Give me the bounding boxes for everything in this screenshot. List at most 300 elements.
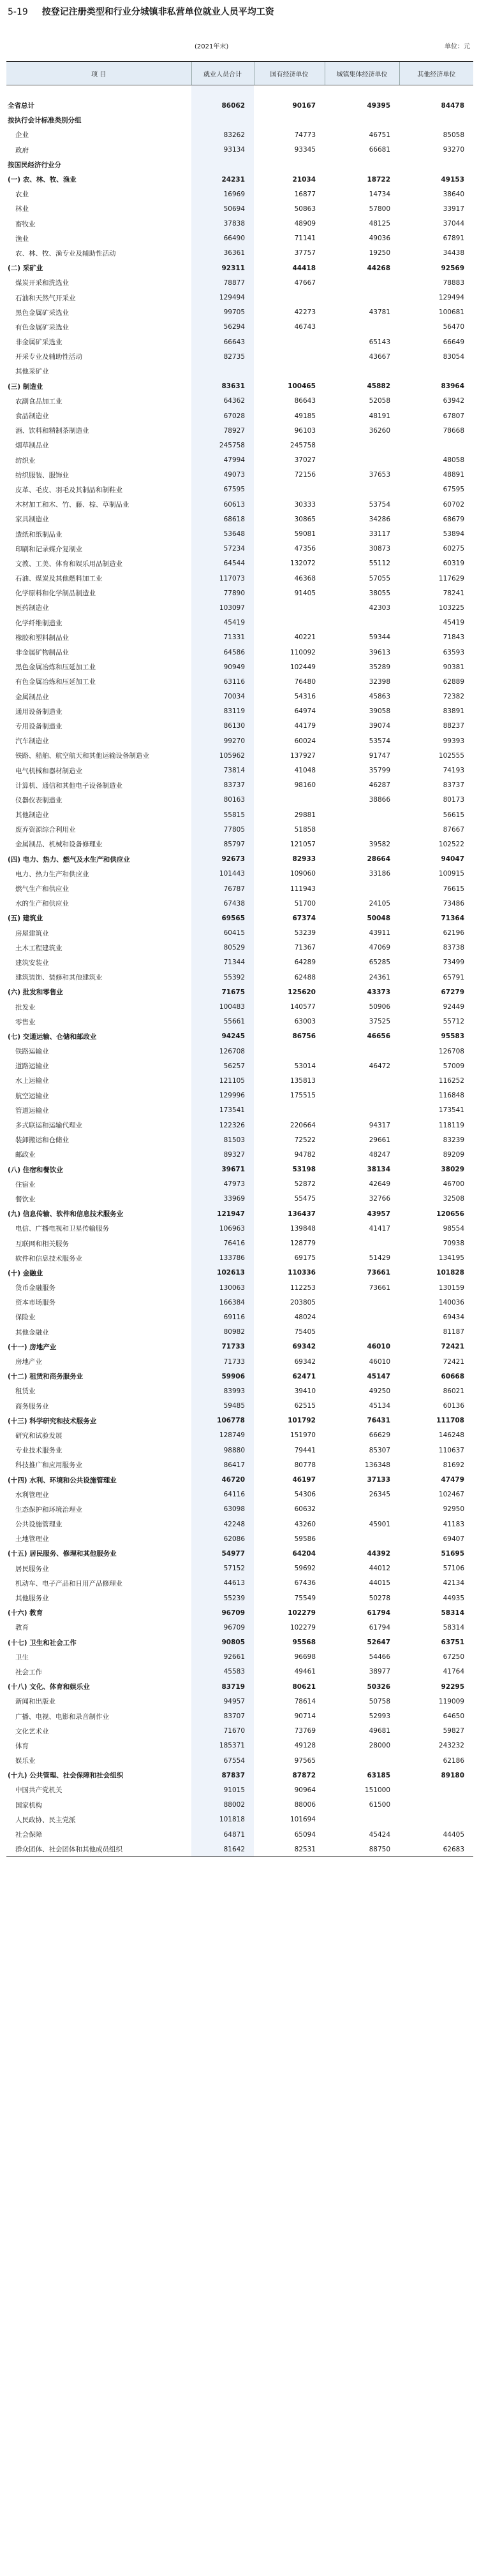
- cell-total: 86130: [191, 719, 254, 734]
- cell-collective: 65285: [369, 959, 390, 967]
- cell-total: 87837: [191, 1768, 254, 1783]
- cell-state-owned: 72522: [294, 1136, 316, 1144]
- cell-collective: 45147: [367, 1372, 390, 1380]
- table-row: [6, 926, 473, 941]
- table-row: [6, 1472, 473, 1487]
- cell-collective: 32398: [369, 677, 390, 686]
- cell-state-owned: [254, 482, 325, 497]
- cell-collective: 61794: [367, 1609, 390, 1617]
- table-row: [6, 896, 473, 911]
- cell-total: 81642: [191, 1842, 254, 1857]
- cell-total: 47973: [191, 1177, 254, 1192]
- row-label: 橡胶和塑料制品业: [15, 633, 69, 642]
- cell-total: 129494: [191, 290, 254, 305]
- year-note: (2021年末): [195, 43, 229, 50]
- cell-total: 49073: [191, 468, 254, 482]
- row-label: 皮革、毛皮、羽毛及其制品和制鞋业: [15, 486, 122, 494]
- table-row: [6, 231, 473, 246]
- cell-total: 33969: [191, 1192, 254, 1206]
- cell-collective: 28000: [369, 1742, 390, 1750]
- cell-other: [399, 1798, 473, 1813]
- cell-total: 83262: [191, 127, 254, 142]
- table-row: [6, 1724, 473, 1739]
- cell-collective: 85307: [369, 1446, 390, 1454]
- cell-other: 72421: [441, 1343, 464, 1351]
- cell-total: 121105: [191, 1073, 254, 1088]
- table-row: [6, 394, 473, 409]
- table-row: [6, 261, 473, 275]
- cell-other: 41183: [443, 1520, 464, 1528]
- table-row: [6, 275, 473, 290]
- row-label: 石油和天然气开采业: [15, 294, 76, 302]
- cell-collective: [325, 290, 399, 305]
- cell-collective: 43957: [367, 1210, 390, 1218]
- cell-collective: 33186: [369, 870, 390, 878]
- cell-collective: 76431: [367, 1417, 390, 1425]
- row-label: 建筑装饰、装修和其他建筑业: [15, 974, 103, 982]
- cell-state-owned: 102279: [290, 1623, 316, 1632]
- table-row: [6, 379, 473, 394]
- row-label: (十八) 文化、体育和娱乐业: [8, 1683, 90, 1691]
- table-row: [6, 1739, 473, 1753]
- row-label: 道路运输业: [15, 1062, 49, 1071]
- cell-total: 83707: [191, 1709, 254, 1723]
- cell-other: 134195: [438, 1254, 464, 1263]
- table-row: [6, 1443, 473, 1458]
- cell-total: 185371: [191, 1739, 254, 1753]
- table-row: [6, 468, 473, 482]
- cell-other: 93270: [443, 146, 464, 154]
- cell-state-owned: 65094: [294, 1830, 316, 1839]
- table-row: [6, 157, 473, 172]
- cell-state-owned: [254, 1044, 325, 1059]
- cell-other: 78668: [443, 426, 464, 435]
- cell-other: 100915: [438, 870, 464, 878]
- cell-state-owned: 48024: [294, 1313, 316, 1321]
- cell-other: 58314: [443, 1623, 464, 1632]
- row-label: 航空运输业: [15, 1092, 49, 1100]
- table-row: [6, 1694, 473, 1709]
- cell-total: 44613: [191, 1576, 254, 1591]
- cell-total: 66490: [191, 231, 254, 246]
- cell-collective: 18722: [367, 175, 390, 184]
- cell-collective: [325, 438, 399, 452]
- cell-collective: 48191: [369, 412, 390, 420]
- table-row: [6, 1502, 473, 1517]
- cell-collective: 151000: [364, 1786, 390, 1794]
- cell-other: 119009: [438, 1697, 464, 1705]
- cell-state-owned: 151970: [290, 1431, 316, 1440]
- row-label: 黑色金属矿采选业: [15, 308, 69, 317]
- cell-state-owned: 72156: [294, 471, 316, 479]
- cell-total: 94957: [191, 1694, 254, 1709]
- table-row: [6, 1162, 473, 1177]
- cell-collective: 34286: [369, 515, 390, 523]
- cell-state-owned: 128779: [290, 1240, 316, 1248]
- row-label: 社会工作: [15, 1668, 42, 1676]
- table-row: [6, 616, 473, 630]
- cell-other: 34438: [443, 249, 464, 257]
- table-title-text: 按登记注册类型和行业分城镇非私营单位就业人员平均工资: [41, 7, 274, 17]
- cell-total: 86417: [191, 1458, 254, 1472]
- cell-collective: 50758: [369, 1697, 390, 1705]
- cell-state-owned: 29881: [294, 811, 316, 819]
- row-label: 铁路、船舶、航空航天和其他运输设备制造业: [15, 752, 149, 760]
- cell-state-owned: 137927: [290, 751, 316, 760]
- row-label: 房屋建筑业: [15, 929, 49, 937]
- row-label: 居民服务业: [15, 1565, 49, 1573]
- cell-total: 128749: [191, 1428, 254, 1443]
- cell-collective: 43781: [369, 308, 390, 317]
- table-header-row: [6, 62, 473, 85]
- cell-total: [191, 113, 254, 127]
- cell-state-owned: 91405: [294, 589, 316, 597]
- row-label: 多式联运和运输代理业: [15, 1122, 82, 1130]
- cell-state-owned: 43260: [294, 1520, 316, 1528]
- cell-total: 42248: [191, 1517, 254, 1531]
- table-row: [6, 852, 473, 867]
- cell-other: 83239: [443, 1136, 464, 1144]
- cell-state-owned: 30333: [294, 500, 316, 509]
- row-label: 企业: [15, 131, 29, 140]
- table-row: [6, 586, 473, 600]
- row-label: 管道运输业: [15, 1106, 49, 1115]
- row-label: (六) 批发和零售业: [8, 988, 63, 997]
- cell-state-owned: 62515: [294, 1402, 316, 1410]
- cell-other: 74193: [443, 767, 464, 775]
- table-row: [6, 423, 473, 438]
- cell-collective: 88750: [325, 1842, 399, 1857]
- table-row: [6, 1266, 473, 1280]
- table-row: [6, 1620, 473, 1635]
- cell-total: 81503: [191, 1132, 254, 1147]
- cell-state-owned: 51858: [294, 825, 316, 834]
- cell-other: 146248: [438, 1431, 464, 1440]
- table-row: [6, 1280, 473, 1295]
- cell-state-owned: 52872: [294, 1180, 316, 1189]
- table-row: [6, 645, 473, 660]
- table-row: [6, 1753, 473, 1768]
- cell-state-owned: 16877: [294, 190, 316, 198]
- cell-state-owned: 49461: [294, 1668, 316, 1676]
- cell-collective: [325, 1295, 399, 1310]
- cell-collective: [325, 113, 399, 127]
- cell-collective: 43373: [367, 988, 390, 996]
- row-label: 其他采矿业: [15, 368, 49, 376]
- cell-state-owned: 90964: [294, 1786, 316, 1794]
- table-row: [6, 1384, 473, 1398]
- cell-collective: 65143: [369, 338, 390, 346]
- cell-total: 106963: [191, 1221, 254, 1236]
- cell-collective: [325, 1502, 399, 1517]
- cell-total: 77890: [191, 586, 254, 600]
- cell-other: 67595: [443, 486, 464, 494]
- cell-state-owned: 80778: [294, 1461, 316, 1469]
- cell-total: 56294: [191, 320, 254, 335]
- cell-collective: 53574: [369, 737, 390, 745]
- cell-other: 83054: [443, 352, 464, 361]
- row-label: (十六) 教育: [8, 1609, 43, 1617]
- table-row: [6, 217, 473, 231]
- row-label: 中国共产党机关: [15, 1786, 63, 1795]
- cell-other: 38029: [441, 1166, 464, 1174]
- table-row: [6, 690, 473, 704]
- cell-total: 64871: [191, 1827, 254, 1842]
- cell-state-owned: 67374: [292, 914, 316, 922]
- cell-state-owned: 101694: [290, 1816, 316, 1824]
- table-row: [6, 837, 473, 851]
- cell-total: 99270: [191, 734, 254, 748]
- row-label: 非金属矿物制品业: [15, 649, 69, 657]
- cell-total: 67028: [191, 409, 254, 423]
- table-body: [6, 85, 473, 1857]
- cell-collective: 24105: [369, 899, 390, 908]
- cell-collective: 35289: [369, 663, 390, 671]
- cell-state-owned: 41048: [294, 767, 316, 775]
- cell-collective: 66681: [369, 146, 390, 154]
- cell-collective: 50326: [367, 1682, 390, 1691]
- cell-collective: 73661: [369, 1284, 390, 1292]
- cell-total: 98880: [191, 1443, 254, 1458]
- cell-state-owned: 69175: [294, 1254, 316, 1263]
- row-label: 专业技术服务业: [15, 1447, 63, 1455]
- table-row: [6, 1605, 473, 1620]
- cell-other: 57106: [443, 1565, 464, 1573]
- cell-total: 83737: [191, 778, 254, 793]
- cell-other: 100681: [438, 308, 464, 317]
- cell-collective: 49036: [369, 235, 390, 243]
- cell-collective: 55112: [369, 560, 390, 568]
- row-label: 体育: [15, 1742, 29, 1750]
- cell-total: 101443: [191, 867, 254, 881]
- row-label: 人民政协、民主党派: [15, 1816, 76, 1824]
- cell-total: 80529: [191, 941, 254, 955]
- table-row: [6, 98, 473, 113]
- table-row: [6, 364, 473, 379]
- cell-collective: [325, 157, 399, 172]
- cell-state-owned: 136437: [288, 1210, 316, 1218]
- cell-state-owned: [254, 793, 325, 807]
- cell-state-owned: 71367: [294, 944, 316, 952]
- row-label: (十) 金融业: [8, 1269, 43, 1277]
- row-label: (五) 建筑业: [8, 915, 43, 923]
- cell-collective: 38977: [369, 1668, 390, 1676]
- row-label: (三) 制造业: [8, 382, 43, 391]
- cell-state-owned: 37757: [294, 249, 316, 257]
- cell-other: 81187: [443, 1328, 464, 1336]
- cell-collective: 44015: [369, 1579, 390, 1588]
- cell-collective: [325, 616, 399, 630]
- cell-total: 99705: [191, 305, 254, 320]
- cell-state-owned: 111943: [290, 885, 316, 893]
- cell-state-owned: 47667: [294, 279, 316, 287]
- row-label: 国家机构: [15, 1801, 42, 1809]
- cell-collective: 63185: [367, 1771, 390, 1779]
- row-label: 其他制造业: [15, 811, 49, 820]
- row-label: 开采专业及辅助性活动: [15, 353, 82, 361]
- cell-total: 39671: [191, 1162, 254, 1177]
- cell-collective: 46751: [369, 131, 390, 139]
- cell-state-owned: 55475: [294, 1195, 316, 1203]
- row-label: 通用设备制造业: [15, 707, 63, 716]
- cell-state-owned: 135813: [290, 1076, 316, 1085]
- cell-total: 63098: [191, 1502, 254, 1517]
- cell-state-owned: 67436: [294, 1579, 316, 1588]
- cell-collective: [325, 320, 399, 335]
- cell-other: 47479: [441, 1476, 464, 1484]
- row-label: (十四) 水利、环境和公共设施管理业: [8, 1476, 117, 1484]
- cell-total: 83631: [191, 379, 254, 394]
- cell-state-owned: 139848: [290, 1224, 316, 1233]
- row-label: 酒、饮料和精制茶制造业: [15, 427, 89, 435]
- table-row: [6, 290, 473, 305]
- cell-other: [399, 438, 473, 452]
- row-label: (七) 交通运输、仓储和邮政业: [8, 1032, 97, 1041]
- cell-state-owned: 112253: [290, 1284, 316, 1292]
- cell-other: 78883: [443, 279, 464, 287]
- cell-total: 69116: [191, 1310, 254, 1324]
- cell-total: 64116: [191, 1487, 254, 1502]
- cell-total: 76416: [191, 1236, 254, 1250]
- cell-other: 41764: [443, 1668, 464, 1676]
- cell-state-owned: 63003: [294, 1018, 316, 1026]
- cell-collective: 48247: [369, 1150, 390, 1159]
- cell-collective: 47069: [369, 944, 390, 952]
- cell-total: 130063: [191, 1280, 254, 1295]
- cell-other: 243232: [438, 1742, 464, 1750]
- cell-other: 63942: [443, 397, 464, 405]
- table-row: [6, 1310, 473, 1324]
- cell-collective: [325, 1089, 399, 1103]
- cell-other: 64650: [443, 1712, 464, 1721]
- table-row: [6, 630, 473, 645]
- cell-other: 63593: [443, 648, 464, 656]
- cell-collective: 29661: [369, 1136, 390, 1144]
- cell-total: 82735: [191, 349, 254, 364]
- cell-state-owned: 82933: [292, 855, 316, 864]
- wage-table: [6, 61, 473, 1857]
- cell-collective: 46287: [369, 781, 390, 790]
- table-row: [6, 1029, 473, 1044]
- cell-total: 59485: [191, 1399, 254, 1414]
- row-label: 专用设备制造业: [15, 722, 63, 730]
- cell-state-owned: 60024: [294, 737, 316, 745]
- cell-total: 68618: [191, 512, 254, 526]
- row-label: (一) 农、林、牧、渔业: [8, 176, 77, 184]
- cell-state-owned: 97565: [294, 1756, 316, 1765]
- cell-state-owned: 220664: [290, 1121, 316, 1129]
- row-label: 废弃资源综合利用业: [15, 826, 76, 834]
- row-label: 农业: [15, 191, 29, 199]
- cell-collective: 28664: [367, 855, 390, 864]
- row-label: 水上运输业: [15, 1077, 49, 1085]
- cell-state-owned: 98160: [294, 781, 316, 790]
- table-row: [6, 453, 473, 468]
- cell-total: 78927: [191, 423, 254, 438]
- cell-other: [399, 1783, 473, 1797]
- cell-total: 83993: [191, 1384, 254, 1398]
- cell-other: 72421: [443, 1357, 464, 1366]
- row-label: 农、林、牧、渔专业及辅助性活动: [15, 249, 116, 257]
- row-label: 政府: [15, 146, 29, 154]
- cell-state-owned: [254, 616, 325, 630]
- cell-total: 126708: [191, 1044, 254, 1059]
- cell-collective: 48125: [369, 220, 390, 228]
- table-row: [6, 807, 473, 822]
- table-row: [6, 748, 473, 763]
- cell-total: 36361: [191, 246, 254, 261]
- cell-total: 67595: [191, 482, 254, 497]
- cell-total: 57152: [191, 1561, 254, 1576]
- table-row: [6, 1665, 473, 1679]
- table-row: [6, 1487, 473, 1502]
- cell-other: 53894: [443, 530, 464, 539]
- cell-other: 33917: [443, 205, 464, 213]
- table-row: [6, 1251, 473, 1266]
- row-label: 群众团体、社会团体和其他成员组织: [6, 1842, 191, 1857]
- row-label: 化学纤维制造业: [15, 619, 63, 627]
- cell-total: 55815: [191, 807, 254, 822]
- cell-total: 166384: [191, 1295, 254, 1310]
- row-label: 医药制造业: [15, 604, 49, 612]
- cell-collective: 39613: [369, 648, 390, 656]
- cell-other: 73499: [443, 959, 464, 967]
- table-row: [6, 999, 473, 1014]
- table-row: [6, 1783, 473, 1797]
- cell-total: 122326: [191, 1118, 254, 1132]
- cell-collective: 38866: [369, 796, 390, 804]
- cell-other: 63751: [441, 1639, 464, 1647]
- cell-collective: 66629: [369, 1431, 390, 1440]
- cell-other: 60136: [443, 1402, 464, 1410]
- cell-collective: [325, 1044, 399, 1059]
- cell-other: 94047: [441, 855, 464, 864]
- row-label: 铁路运输业: [15, 1048, 49, 1056]
- cell-state-owned: 175515: [290, 1092, 316, 1100]
- cell-state-owned: 100465: [288, 382, 316, 391]
- table-row: [6, 1827, 473, 1842]
- cell-other: 120656: [436, 1210, 464, 1218]
- table-row: [6, 955, 473, 970]
- cell-collective: 39058: [369, 707, 390, 716]
- cell-collective: 94317: [369, 1121, 390, 1129]
- cell-other: 88237: [443, 722, 464, 730]
- cell-state-owned: 60632: [294, 1505, 316, 1514]
- table-row: [6, 778, 473, 793]
- cell-state-owned: 44179: [294, 722, 316, 730]
- cell-other: 83738: [443, 944, 464, 952]
- table-row: [6, 305, 473, 320]
- cell-other: 62196: [443, 929, 464, 937]
- cell-total: 93134: [191, 143, 254, 157]
- cell-other: 98554: [443, 1224, 464, 1233]
- cell-total: 71344: [191, 955, 254, 970]
- col-header-total: 就业人员合计: [191, 62, 254, 85]
- row-label: 互联网和相关服务: [15, 1240, 69, 1248]
- table-row: [6, 1295, 473, 1310]
- cell-total: 85797: [191, 837, 254, 851]
- table-row: [6, 1059, 473, 1073]
- cell-state-owned: 54306: [294, 1491, 316, 1499]
- cell-state-owned: 88006: [294, 1801, 316, 1809]
- cell-total: 96709: [191, 1605, 254, 1620]
- cell-collective: 54466: [369, 1653, 390, 1661]
- cell-collective: 32766: [369, 1195, 390, 1203]
- cell-state-owned: 53239: [294, 929, 316, 937]
- cell-collective: [325, 482, 399, 497]
- row-label: 其他金融业: [15, 1328, 49, 1336]
- cell-state-owned: 48909: [294, 220, 316, 228]
